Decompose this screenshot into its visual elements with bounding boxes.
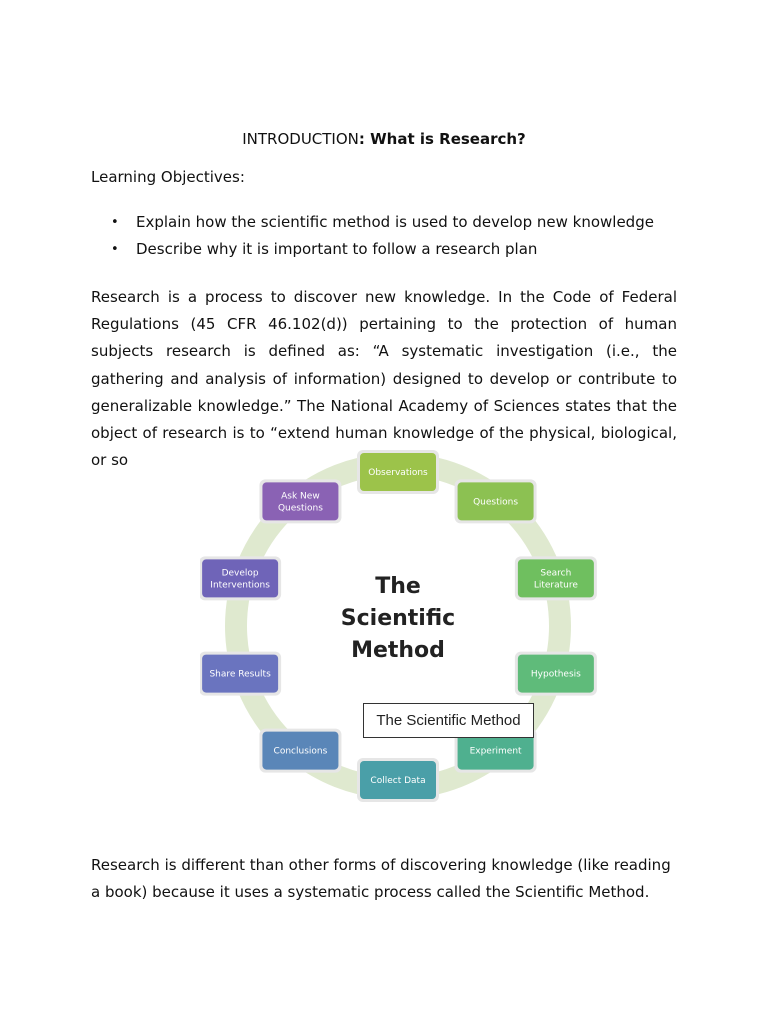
closing-paragraph: Research is different than other forms of discovering knowledge (like reading a book) because it uses a systematic process called the Scientific Method.: [91, 856, 671, 902]
page-title: [0, 130, 768, 148]
diagram-node: [455, 479, 537, 523]
objectives-list: [111, 212, 654, 266]
node-label: Conclusions: [273, 746, 328, 757]
node-label: Hypothesis: [530, 669, 581, 680]
center-title-line-3: Method: [351, 638, 445, 663]
objectives-label: Learning Objectives:: [91, 168, 245, 186]
node-label: Questions: [277, 503, 323, 514]
center-title-line-2: Scientific: [340, 606, 456, 631]
title-bold: : What is Research?: [358, 130, 526, 148]
diagram-node: [515, 556, 597, 600]
diagram-node: [357, 758, 439, 802]
diagram-svg: [200, 448, 600, 820]
diagram-node: [357, 450, 439, 494]
node-label: Observations: [368, 468, 428, 478]
node-label: Search: [540, 568, 572, 579]
node-label: Share Results: [209, 669, 271, 680]
diagram-node: [200, 556, 281, 600]
diagram-node: [259, 729, 341, 773]
objective-item: • Explain how the scientific method is used to develop new knowledge: [111, 212, 654, 239]
diagram-caption: The Scientific Method: [363, 703, 534, 738]
node-label: Develop: [221, 568, 259, 579]
intro-paragraph: Research is a process to discover new knowledge. In the Code of Federal Regulations (45 CFR 46.102(d)) pertaining to the protection of human subjects research is defined as: “A systematic investigation (i.e., the gathering and analysis of information) designed to develop or contribute to generalizable knowledge.” The National Academy of Sciences states that the object of research is to “extend human knowledge of the physical, biological, or so: [91, 288, 677, 470]
node-label: Collect Data: [370, 776, 426, 786]
diagram-node: [200, 652, 281, 696]
objective-item: • Describe why it is important to follow a research plan: [111, 239, 654, 266]
node-label: Interventions: [210, 580, 270, 591]
node-label: Ask New: [281, 491, 320, 502]
title-prefix: INTRODUCTION: [242, 130, 359, 148]
diagram-node: [259, 479, 341, 523]
scientific-method-diagram: [200, 448, 600, 820]
node-label: Questions: [473, 497, 519, 508]
node-label: Experiment: [469, 746, 522, 757]
node-label: Literature: [533, 580, 578, 591]
diagram-node: [515, 652, 597, 696]
center-title-line-1: The: [375, 574, 421, 599]
